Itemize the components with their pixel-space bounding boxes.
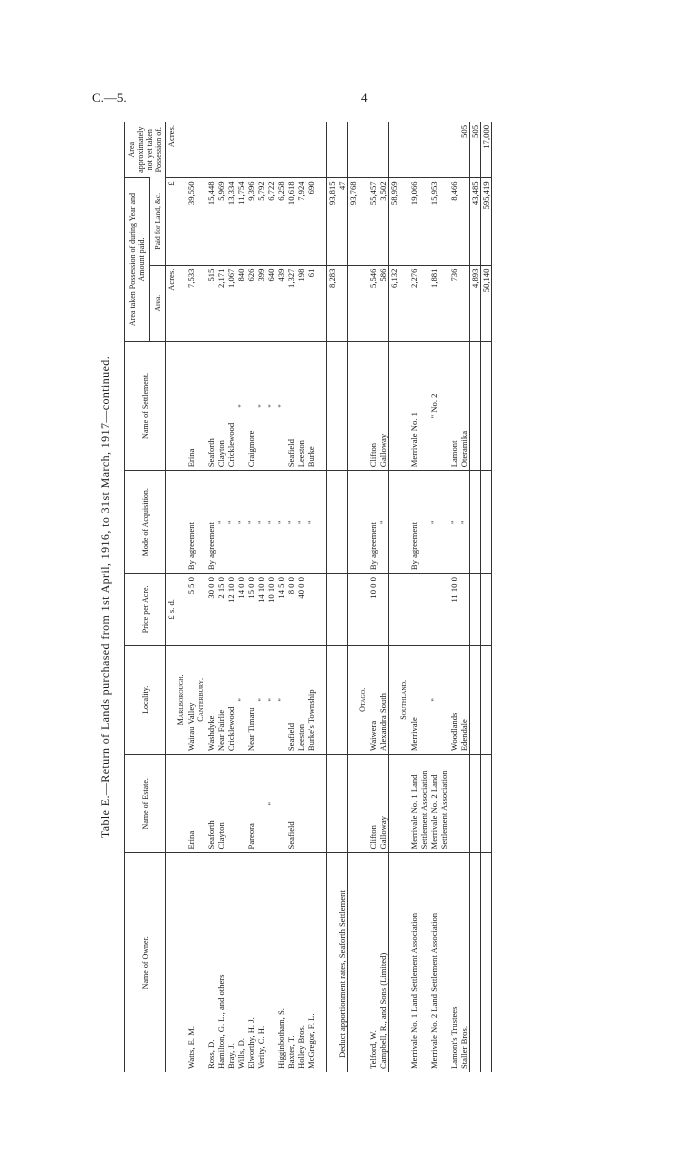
table-row bbox=[276, 122, 286, 1072]
estate-cell bbox=[449, 755, 459, 853]
lands-purchased-table bbox=[124, 122, 492, 1072]
mode-cell: " bbox=[236, 471, 246, 574]
paid-grand-total-cell: 595,419 bbox=[481, 178, 492, 265]
table-row bbox=[216, 122, 226, 1072]
estate-cell: Seafield bbox=[286, 755, 296, 853]
locality-cell: Wairau Valley bbox=[186, 645, 196, 755]
paid-total-cell: 43,485 bbox=[470, 178, 481, 265]
table-row bbox=[429, 122, 449, 1072]
owner-cell: Lamont's Trustees bbox=[449, 853, 459, 1072]
estate-cell: Seaforth bbox=[206, 755, 216, 853]
mode-cell: " bbox=[286, 471, 296, 574]
settlement-cell: Oteramika bbox=[459, 341, 470, 471]
mode-cell: " bbox=[216, 471, 226, 574]
table-row bbox=[186, 122, 196, 1072]
locality-cell: Alexandra South bbox=[378, 645, 389, 755]
area-cell: 1,881 bbox=[429, 265, 449, 341]
price-cell: 15 0 0 bbox=[246, 574, 256, 646]
spacer-row bbox=[316, 122, 327, 1072]
locality-cell: Leeston bbox=[296, 645, 306, 755]
price-cell bbox=[306, 574, 316, 646]
mode-cell: " bbox=[256, 471, 266, 574]
price-cell: 30 0 0 bbox=[206, 574, 216, 646]
locality-cell: " bbox=[276, 645, 286, 755]
locality-cell: Cricklewood bbox=[226, 645, 236, 755]
area-cell: 198 bbox=[296, 265, 306, 341]
mode-cell: " bbox=[459, 471, 470, 574]
col-price-header: Price per Acre. bbox=[125, 574, 166, 646]
area-cell: 840 bbox=[236, 265, 246, 341]
price-cell: 10 0 0 bbox=[368, 574, 378, 646]
area-cell: 5,546 bbox=[368, 265, 378, 341]
mode-cell: By agreement bbox=[186, 471, 196, 574]
area-unit: Acres. bbox=[166, 265, 177, 341]
paid-cell: 7,924 bbox=[296, 178, 306, 265]
table-row bbox=[409, 122, 429, 1072]
price-cell: 14 0 0 bbox=[236, 574, 246, 646]
locality-cell: " bbox=[256, 645, 266, 755]
table-row bbox=[296, 122, 306, 1072]
paid-cell: 5,969 bbox=[216, 178, 226, 265]
settlement-cell: " bbox=[266, 341, 276, 471]
owner-cell: Higginbotham, S. bbox=[276, 853, 286, 1072]
paid-cell: 39,550 bbox=[186, 178, 196, 265]
owner-cell: Merrivale No. 1 Land Settlement Association bbox=[409, 853, 429, 1072]
col-settlement-header: Name of Settlement. bbox=[125, 341, 166, 471]
approx-cell: 505 bbox=[459, 125, 469, 138]
settlement-cell: Craigmore bbox=[246, 341, 256, 471]
paid-net-cell: 93,768 bbox=[348, 178, 359, 265]
price-cell: 40 0 0 bbox=[296, 574, 306, 646]
header-row bbox=[125, 122, 150, 1072]
locality-cell: " bbox=[266, 645, 276, 755]
mode-cell: " bbox=[296, 471, 306, 574]
estate-cell: Clifton bbox=[368, 755, 378, 853]
owner-cell: Holley Bros. bbox=[296, 853, 306, 1072]
settlement-cell: Clifton bbox=[368, 341, 378, 471]
locality-cell: Near Fairlie bbox=[216, 645, 226, 755]
subtotal-row-otago bbox=[389, 122, 400, 1072]
col-estate-header: Name of Estate. bbox=[125, 755, 166, 853]
locality-cell: " bbox=[236, 645, 246, 755]
paid-cell: 15,448 bbox=[206, 178, 216, 265]
settlement-cell: Leeston bbox=[296, 341, 306, 471]
estate-cell: Clayton bbox=[216, 755, 226, 853]
table-row bbox=[459, 122, 470, 1072]
paid-total-cell: 58,959 bbox=[389, 178, 400, 265]
table-row bbox=[266, 122, 276, 1072]
area-cell: 7,533 bbox=[186, 265, 196, 341]
settlement-cell: Clayton bbox=[216, 341, 226, 471]
region-row-southland bbox=[399, 122, 409, 1072]
col-mode-header: Mode of Acquisition. bbox=[125, 471, 166, 574]
owner-cell: Telford, W. bbox=[368, 853, 378, 1072]
area-cell: 626 bbox=[246, 265, 256, 341]
paid-cell: 6,258 bbox=[276, 178, 286, 265]
table-row bbox=[206, 122, 216, 1072]
settlement-cell: Galloway bbox=[378, 341, 389, 471]
region-label: Southland. bbox=[399, 645, 409, 755]
price-unit: £ s. d. bbox=[166, 574, 177, 646]
locality-cell: Edendale bbox=[459, 645, 470, 755]
paid-cell: 5,792 bbox=[256, 178, 266, 265]
table-row bbox=[378, 122, 389, 1072]
area-cell: 586 bbox=[378, 265, 389, 341]
region-row-otago bbox=[358, 122, 368, 1072]
area-total-cell: 8,283 bbox=[327, 265, 338, 341]
mode-cell: By agreement bbox=[409, 471, 429, 574]
owner-cell: Wills, D. bbox=[236, 853, 246, 1072]
col-locality-header: Locality. bbox=[125, 645, 166, 755]
region-label: Otago. bbox=[358, 645, 368, 755]
owner-cell bbox=[266, 853, 276, 1072]
price-cell: 14 5 0 bbox=[276, 574, 286, 646]
settlement-cell: Merrivale No. 1 bbox=[409, 341, 429, 471]
mode-cell: " bbox=[276, 471, 286, 574]
area-cell: 2,276 bbox=[409, 265, 429, 341]
area-total-cell: 6,132 bbox=[389, 265, 400, 341]
subtotal-row-canterbury bbox=[327, 122, 338, 1072]
estate-cell bbox=[296, 755, 306, 853]
area-cell: 1,327 bbox=[286, 265, 296, 341]
locality-cell: Washdyke bbox=[206, 645, 216, 755]
mode-cell: " bbox=[266, 471, 276, 574]
col-approx-header: Area approximately not yet taken Possession of. bbox=[125, 122, 166, 178]
table-row bbox=[286, 122, 296, 1072]
locality-cell: Near Timaru bbox=[246, 645, 256, 755]
mode-cell: By agreement bbox=[206, 471, 216, 574]
mode-cell: " bbox=[246, 471, 256, 574]
locality-cell: Woodlands bbox=[449, 645, 459, 755]
owner-cell: Elworthy, H. J. bbox=[246, 853, 256, 1072]
locality-cell: Merrivale bbox=[409, 645, 429, 755]
page-number: 4 bbox=[361, 90, 368, 105]
paid-cell: 13,334 bbox=[226, 178, 236, 265]
region-row-marlborough bbox=[176, 122, 186, 1072]
estate-cell bbox=[459, 755, 470, 853]
page-series-code: C.—5. bbox=[92, 90, 127, 105]
deduct-label: Deduct apportionment rates, Seaforth Settlement bbox=[337, 853, 348, 1072]
estate-cell: Erina bbox=[186, 755, 196, 853]
price-cell: 10 10 0 bbox=[266, 574, 276, 646]
area-cell: 399 bbox=[256, 265, 266, 341]
paid-cell: 19,066 bbox=[409, 178, 429, 265]
settlement-cell: " bbox=[276, 341, 286, 471]
price-cell: 5 5 0 bbox=[186, 574, 196, 646]
owner-cell: Staller Bros. bbox=[459, 853, 470, 1072]
paid-cell: 11,754 bbox=[236, 178, 246, 265]
paid-cell: 6,722 bbox=[266, 178, 276, 265]
net-row-canterbury bbox=[348, 122, 359, 1072]
paid-cell: 8,466 bbox=[449, 178, 459, 265]
locality-cell: " bbox=[429, 645, 449, 755]
paid-total-cell: 93,815 bbox=[327, 178, 338, 265]
region-label: Canterbury. bbox=[196, 645, 206, 755]
settlement-cell: Seaforth bbox=[206, 341, 216, 471]
estate-cell: Pareora bbox=[246, 755, 256, 853]
subtotal-row-southland bbox=[470, 122, 481, 1072]
grand-total-row bbox=[481, 122, 492, 1072]
deduct-amount-cell: 47 bbox=[337, 178, 348, 265]
table-title: Table E.—Return of Lands purchased from 1st April, 1916, to 31st March, 1917—continued. bbox=[98, 355, 112, 839]
settlement-cell: " bbox=[256, 341, 266, 471]
area-cell: 515 bbox=[206, 265, 216, 341]
approx-total-cell: 505 bbox=[470, 122, 481, 178]
table-row bbox=[368, 122, 378, 1072]
area-cell: 736 bbox=[449, 265, 459, 341]
paid-cell: 55,457 bbox=[368, 178, 378, 265]
area-cell: 61 bbox=[306, 265, 316, 341]
area-cell: 439 bbox=[276, 265, 286, 341]
approx-grand-total-cell: 17,000 bbox=[481, 122, 492, 178]
settlement-cell: Erina bbox=[186, 341, 196, 471]
units-row bbox=[166, 122, 177, 1072]
rotated-table-region bbox=[88, 122, 588, 1072]
col-area-header: Area. bbox=[150, 265, 166, 341]
estate-cell bbox=[226, 755, 236, 853]
col-owner-header: Name of Owner. bbox=[125, 853, 166, 1072]
area-cell: 640 bbox=[266, 265, 276, 341]
owner-cell: Merrivale No. 2 Land Settlement Association bbox=[429, 853, 449, 1072]
paid-cell: 9,396 bbox=[246, 178, 256, 265]
approx-unit: Acres. bbox=[166, 125, 176, 148]
owner-cell: Campbell, R., and Sons (Limited) bbox=[378, 853, 389, 1072]
owner-cell: Bray, J. bbox=[226, 853, 236, 1072]
estate-cell bbox=[276, 755, 286, 853]
owner-cell: Baxter, T. bbox=[286, 853, 296, 1072]
settlement-cell: Lamont bbox=[449, 341, 459, 471]
price-cell: 12 10 0 bbox=[226, 574, 236, 646]
paid-unit: £ bbox=[166, 178, 177, 265]
settlement-cell: " No. 2 bbox=[429, 341, 449, 471]
estate-cell bbox=[306, 755, 316, 853]
paid-cell: 3,502 bbox=[378, 178, 389, 265]
locality-cell: Burke's Township bbox=[306, 645, 316, 755]
mode-cell: " bbox=[449, 471, 459, 574]
table-row bbox=[246, 122, 256, 1072]
area-cell: 1,067 bbox=[226, 265, 236, 341]
estate-cell: Galloway bbox=[378, 755, 389, 853]
estate-cell: Merrivale No. 1 Land Settlement Association bbox=[409, 755, 429, 853]
deduct-row bbox=[337, 122, 348, 1072]
settlement-cell: Seafield bbox=[286, 341, 296, 471]
mode-cell: " bbox=[226, 471, 236, 574]
owner-cell: Hamilton, G. L., and others bbox=[216, 853, 226, 1072]
owner-cell: Ross, D. bbox=[206, 853, 216, 1072]
table-row bbox=[236, 122, 246, 1072]
area-total-cell: 4,893 bbox=[470, 265, 481, 341]
estate-cell: " bbox=[266, 755, 276, 853]
price-cell: 8 0 0 bbox=[286, 574, 296, 646]
region-label: Marlborough. bbox=[176, 645, 186, 755]
owner-cell: McGregor, F. L. bbox=[306, 853, 316, 1072]
table-row bbox=[449, 122, 459, 1072]
settlement-cell: Burke bbox=[306, 341, 316, 471]
table-row bbox=[256, 122, 266, 1072]
locality-cell: Waiwera bbox=[368, 645, 378, 755]
paid-cell: 10,618 bbox=[286, 178, 296, 265]
mode-cell: " bbox=[429, 471, 449, 574]
price-cell bbox=[378, 574, 389, 646]
paid-cell: 15,953 bbox=[429, 178, 449, 265]
col-possession-group-header: Area taken Possession of during Year and Amount paid. bbox=[125, 178, 150, 341]
price-cell: 11 10 0 bbox=[449, 574, 459, 646]
settlement-cell: " bbox=[236, 341, 246, 471]
mode-cell: By agreement bbox=[368, 471, 378, 574]
owner-cell: Verity, C. H. bbox=[256, 853, 266, 1072]
region-row-canterbury bbox=[196, 122, 206, 1072]
owner-cell: Watts, E. M. bbox=[186, 853, 196, 1072]
price-cell: 14 10 0 bbox=[256, 574, 266, 646]
estate-cell: Merrivale No. 2 Land Settlement Association bbox=[429, 755, 449, 853]
table-row bbox=[306, 122, 316, 1072]
col-paid-header: Paid for Land, &c. bbox=[150, 178, 166, 265]
area-cell: 2,171 bbox=[216, 265, 226, 341]
estate-cell bbox=[236, 755, 246, 853]
area-grand-total-cell: 50,140 bbox=[481, 265, 492, 341]
settlement-cell: Cricklewood bbox=[226, 341, 236, 471]
paid-cell: 690 bbox=[306, 178, 316, 265]
mode-cell: " bbox=[378, 471, 389, 574]
table-row bbox=[226, 122, 236, 1072]
locality-cell: Seafield bbox=[286, 645, 296, 755]
mode-cell: " bbox=[306, 471, 316, 574]
estate-cell bbox=[256, 755, 266, 853]
price-cell: 2 15 0 bbox=[216, 574, 226, 646]
